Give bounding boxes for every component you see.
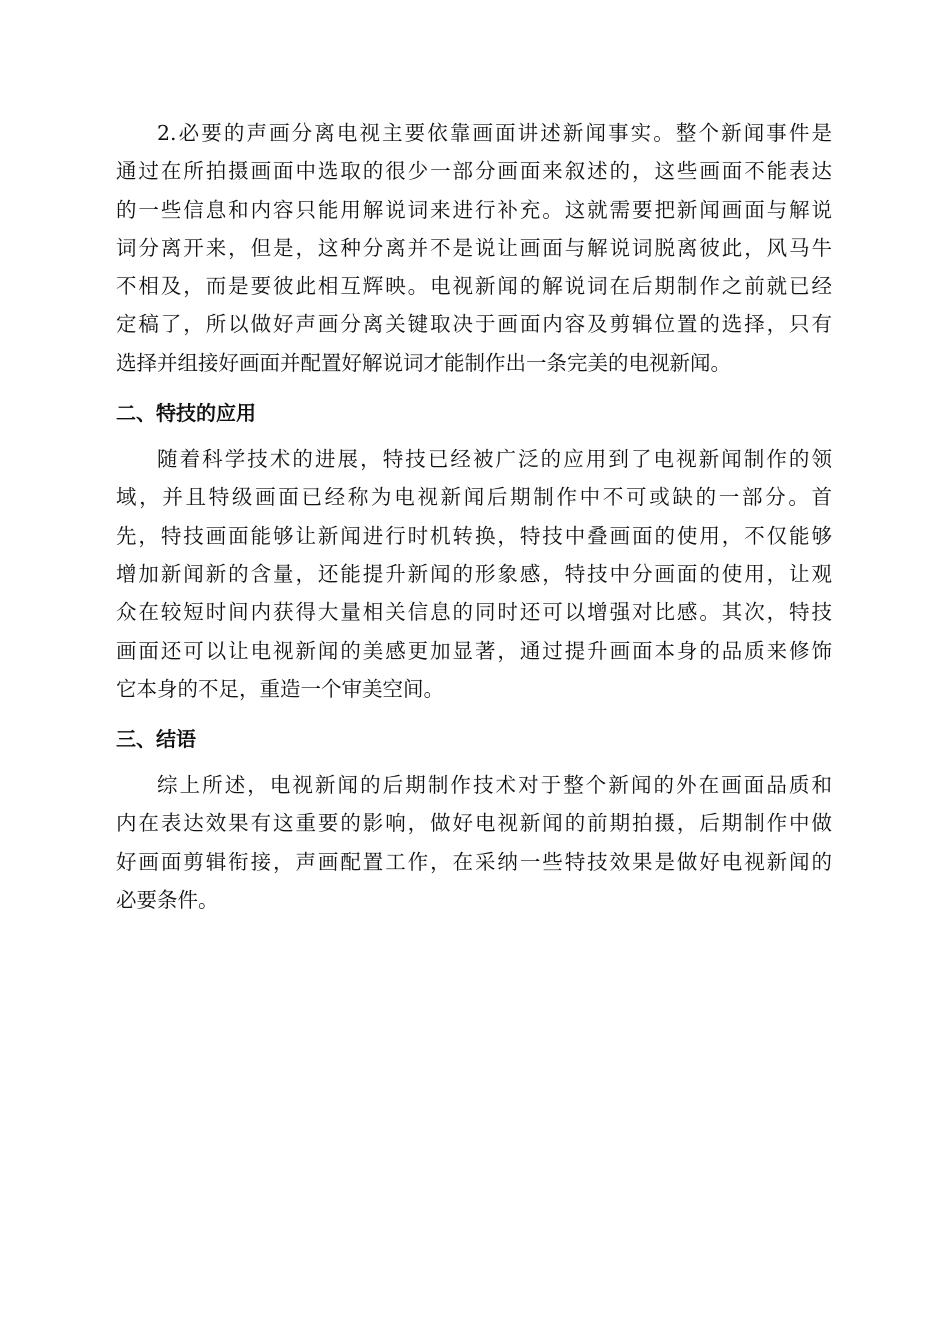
paragraph-line: 定稿了，所以做好声画分离关键取决于画面内容及剪辑位置的选择，只有 xyxy=(116,312,832,337)
paragraph-line: 综上所述，电视新闻的后期制作技术对于整个新闻的外在画面品质和 xyxy=(157,773,832,798)
paragraph-line: 通过在所拍摄画面中选取的很少一部分画面来叙述的，这些画面不能表达 xyxy=(116,159,832,184)
paragraph-line: 增加新闻新的含量，还能提升新闻的形象感，特技中分画面的使用，让观 xyxy=(116,561,832,586)
paragraph-line: 随着科学技术的进展，特技已经被广泛的应用到了电视新闻制作的领 xyxy=(157,447,832,472)
paragraph-special-effects xyxy=(116,440,832,708)
paragraph-conclusion xyxy=(116,766,832,919)
section-heading-special-effects: 二、特技的应用 xyxy=(116,401,256,426)
paragraph-line: 不相及，而是要彼此相互辉映。电视新闻的解说词在后期制作之前就已经 xyxy=(116,274,832,299)
paragraph-line: 众在较短时间内获得大量相关信息的同时还可以增强对比感。其次，特技 xyxy=(116,600,832,625)
paragraph-line: 好画面剪辑衔接，声画配置工作，在采纳一些特技效果是做好电视新闻的 xyxy=(116,849,832,874)
paragraph-line: 域，并且特级画面已经称为电视新闻后期制作中不可或缺的一部分。首 xyxy=(116,485,832,510)
document-page xyxy=(116,114,832,919)
paragraph-line: 的一些信息和内容只能用解说词来进行补充。这就需要把新闻画面与解说 xyxy=(116,197,832,222)
paragraph-line: 选择并组接好画面并配置好解说词才能制作出一条完美的电视新闻。 xyxy=(116,350,731,375)
paragraph-line: 画面还可以让电视新闻的美感更加显著，通过提升画面本身的品质来修饰 xyxy=(116,638,832,663)
paragraph-line: 词分离开来，但是，这种分离并不是说让画面与解说词脱离彼此，风马牛 xyxy=(116,235,832,260)
paragraph-line: 它本身的不足，重造一个审美空间。 xyxy=(116,676,444,701)
paragraph-line: 内在表达效果有这重要的影响，做好电视新闻的前期拍摄，后期制作中做 xyxy=(116,811,832,836)
paragraph-sound-picture-separation xyxy=(116,114,832,382)
section-heading-conclusion: 三、结语 xyxy=(116,727,196,752)
paragraph-line: 2.必要的声画分离电视主要依靠画面讲述新闻事实。整个新闻事件是 xyxy=(157,121,832,145)
paragraph-line: 先，特技画面能够让新闻进行时机转换，特技中叠画面的使用，不仅能够 xyxy=(116,523,832,548)
paragraph-line: 必要条件。 xyxy=(116,888,219,913)
